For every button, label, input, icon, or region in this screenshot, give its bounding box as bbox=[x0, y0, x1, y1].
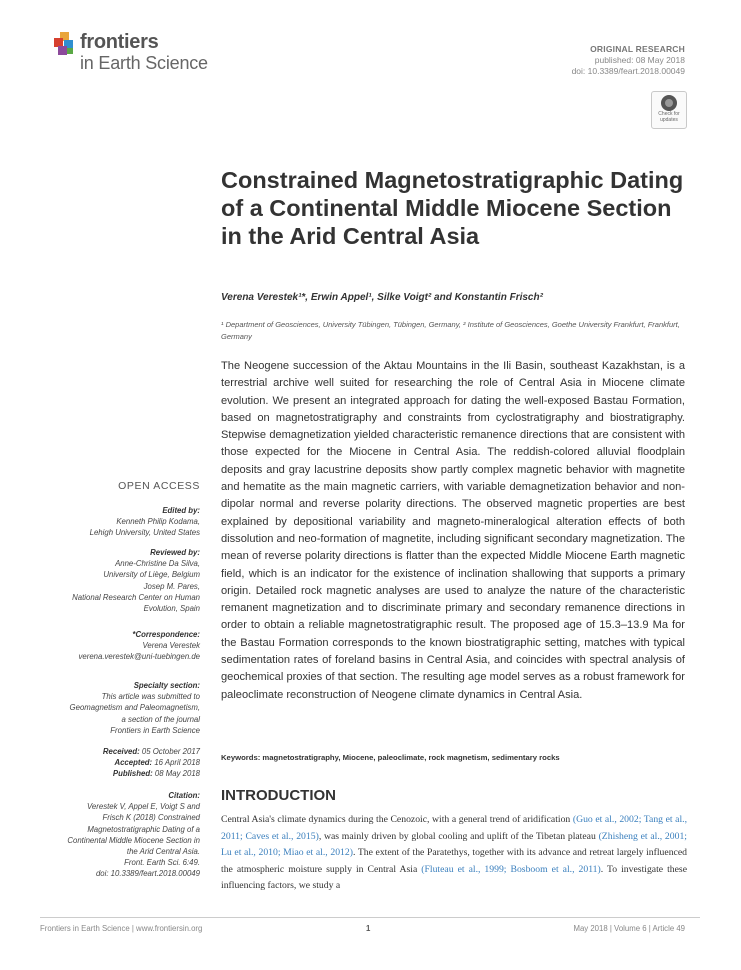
article-type: ORIGINAL RESEARCH bbox=[590, 44, 685, 54]
reviewer-line: National Research Center on Human bbox=[72, 592, 200, 602]
affiliations: ¹ Department of Geosciences, University Tübingen, Tübingen, Germany, ² Institute of Geosciences, Goethe University Frankfurt, Frankfurt, Germany bbox=[221, 320, 680, 341]
citation-link[interactable]: (Fluteau et al., 1999; Bosboom et al., 2011) bbox=[421, 863, 601, 875]
correspondent-email[interactable]: verena.verestek@uni-tuebingen.de bbox=[78, 652, 200, 662]
published-date: published: 08 May 2018 bbox=[594, 55, 685, 65]
correspondence-block bbox=[30, 629, 200, 663]
specialty-section-block bbox=[30, 680, 200, 736]
citation-block bbox=[30, 790, 200, 880]
editor-line: Kenneth Philip Kodama, bbox=[116, 517, 200, 527]
citation-link[interactable]: (Zhisheng et al., 2001; Lu et al., 2010; Miao et al., 2012) bbox=[221, 830, 687, 859]
footer-volume: May 2018 | Volume 6 | Article 49 bbox=[573, 924, 685, 933]
article-title: Constrained Magnetostratigraphic Dating of a Continental Middle Miocene Section in the Arid Central Asia bbox=[221, 167, 684, 249]
reviewed-by-heading: Reviewed by: bbox=[150, 548, 200, 557]
intro-text: . To investigate these influencing factors, we study a bbox=[221, 863, 688, 892]
accepted-date: 16 April 2018 bbox=[154, 758, 200, 768]
specialty-line: Geomagnetism and Paleomagnetism, bbox=[69, 703, 200, 713]
check-for-updates-button[interactable] bbox=[651, 91, 687, 129]
journal-logo[interactable] bbox=[54, 32, 229, 80]
published-heading: Published: bbox=[112, 769, 153, 779]
keywords: Keywords: magnetostratigraphy, Miocene, paleoclimate, rock magnetism, sedimentary rocks bbox=[221, 753, 560, 762]
correspondent-name: Verena Verestek bbox=[142, 641, 200, 651]
intro-text: Central Asia's climate dynamics during the Cenozoic, with a general trend of aridification bbox=[221, 814, 573, 825]
section-heading-introduction: INTRODUCTION bbox=[221, 787, 336, 804]
reviewed-by-block bbox=[30, 547, 200, 614]
article-header-info bbox=[572, 44, 685, 77]
citation-line: Verestek V, Appel E, Voigt S and bbox=[87, 802, 200, 812]
frontiers-logo-icon bbox=[54, 32, 78, 58]
citation-link[interactable]: (Guo et al., 2002; Tang et al., 2011; Caves et al., 2015) bbox=[221, 814, 687, 842]
author-list[interactable]: Verena Verestek¹*, Erwin Appel¹, Silke Voigt² and Konstantin Frisch² bbox=[221, 292, 543, 303]
intro-text: , was mainly driven by global cooling and uplift of the Tibetan plateau bbox=[318, 830, 599, 842]
specialty-line: This article was submitted to bbox=[101, 692, 200, 702]
citation-line: Magnetostratigraphic Dating of a bbox=[87, 824, 200, 834]
received-date: 05 October 2017 bbox=[141, 747, 200, 756]
accepted-heading: Accepted: bbox=[114, 758, 153, 768]
introduction-paragraph bbox=[221, 812, 687, 895]
reviewer-line: University of Liège, Belgium bbox=[103, 570, 200, 580]
citation-heading: Citation: bbox=[168, 791, 200, 800]
open-access-label: OPEN ACCESS bbox=[118, 480, 200, 492]
correspondence-heading: *Correspondence: bbox=[132, 630, 200, 639]
intro-text: . The extent of the Paratethys, together with its advance and retreat largely influenced the atmospheric moisture supply in Central Asia bbox=[221, 847, 687, 875]
specialty-heading: Specialty section: bbox=[133, 681, 200, 690]
dates-block bbox=[30, 746, 200, 780]
footer-divider bbox=[40, 917, 700, 918]
citation-line: the Arid Central Asia. bbox=[126, 847, 200, 857]
reviewer-line: Evolution, Spain bbox=[143, 604, 200, 614]
accepted-line bbox=[30, 757, 200, 768]
citation-line: Continental Middle Miocene Section in bbox=[67, 835, 200, 845]
logo-journal-text: in Earth Science bbox=[80, 53, 208, 73]
check-updates-label: Check for updates bbox=[658, 111, 680, 123]
page-number: 1 bbox=[366, 924, 371, 933]
published-date-sidebar: 08 May 2018 bbox=[154, 769, 200, 779]
citation-line: Frisch K (2018) Constrained bbox=[102, 813, 200, 823]
logo-brand-text: frontiers bbox=[80, 31, 159, 53]
received-heading: Received: bbox=[102, 747, 140, 756]
edited-by-block bbox=[30, 505, 200, 539]
citation-line: doi: 10.3389/feart.2018.00049 bbox=[95, 869, 200, 879]
editor-line: Lehigh University, United States bbox=[89, 528, 200, 538]
specialty-line: a section of the journal bbox=[121, 714, 200, 724]
abstract-text: The Neogene succession of the Aktau Mountains in the Ili Basin, southeast Kazakhstan, is a terrestrial archive well suited for researching the role of Central Asia in Miocene climate evolution. We present an integrated approach for dating the well-exposed Bastau Formation, based on magnetostratigraphy and constraints from cyclostratigraphy and biostratigraphy. Stepwise demagnetization yielded characteristic remanence directions that are consistent with those expected for the Miocene in Central Asia. The reddish-colored alluvial floodplain deposits and gray lacustrine deposits show partly complex magnetic behavior with magnetite and hematite as the main magnetic carriers, with variable demagnetization behavior and non-dipolar normal and reverse polarity directions. The observed magnetic properties are best explained by depositional variability and magneto-mineralogical alteration effects of both dissolution and neo-formation of magnetite, including significant secondary magnetization. The mean of reverse polarity directions is flatter than the expected Middle Miocene Earth magnetic field, which is an indicator for the existence of inclination shallowing that supports a primary origin. Detailed rock magnetic analyses are used to analyze the nature of the characteristic remanent magnetization and to discriminate primary and secondary remanence directions in order to obtain a reliable magnetostratigraphic result. The proposed age of 15.3–13.9 Ma for the Bastau Formation corresponds to the known biostratigraphic setting, matches with typical sedimentation rates of foreland basins in Central Asia, and coincides with spectral analysis of geochemical proxies of that section. The resulting age model serves as a robust framework for paleoclimate reconstruction of Neogene climate dynamics in Central Asia. bbox=[221, 360, 685, 701]
published-line bbox=[30, 768, 200, 779]
edited-by-heading: Edited by: bbox=[162, 506, 200, 515]
specialty-line: Frontiers in Earth Science bbox=[110, 725, 200, 735]
received-line bbox=[30, 746, 200, 757]
reviewer-line: Anne-Christine Da Silva, bbox=[115, 559, 200, 569]
footer-journal[interactable]: Frontiers in Earth Science | www.frontiersin.org bbox=[40, 924, 203, 933]
reviewer-line: Josep M. Pares, bbox=[143, 581, 200, 591]
article-doi[interactable]: doi: 10.3389/feart.2018.00049 bbox=[571, 66, 685, 76]
check-updates-icon bbox=[661, 95, 677, 111]
citation-line: Front. Earth Sci. 6:49. bbox=[124, 858, 200, 868]
